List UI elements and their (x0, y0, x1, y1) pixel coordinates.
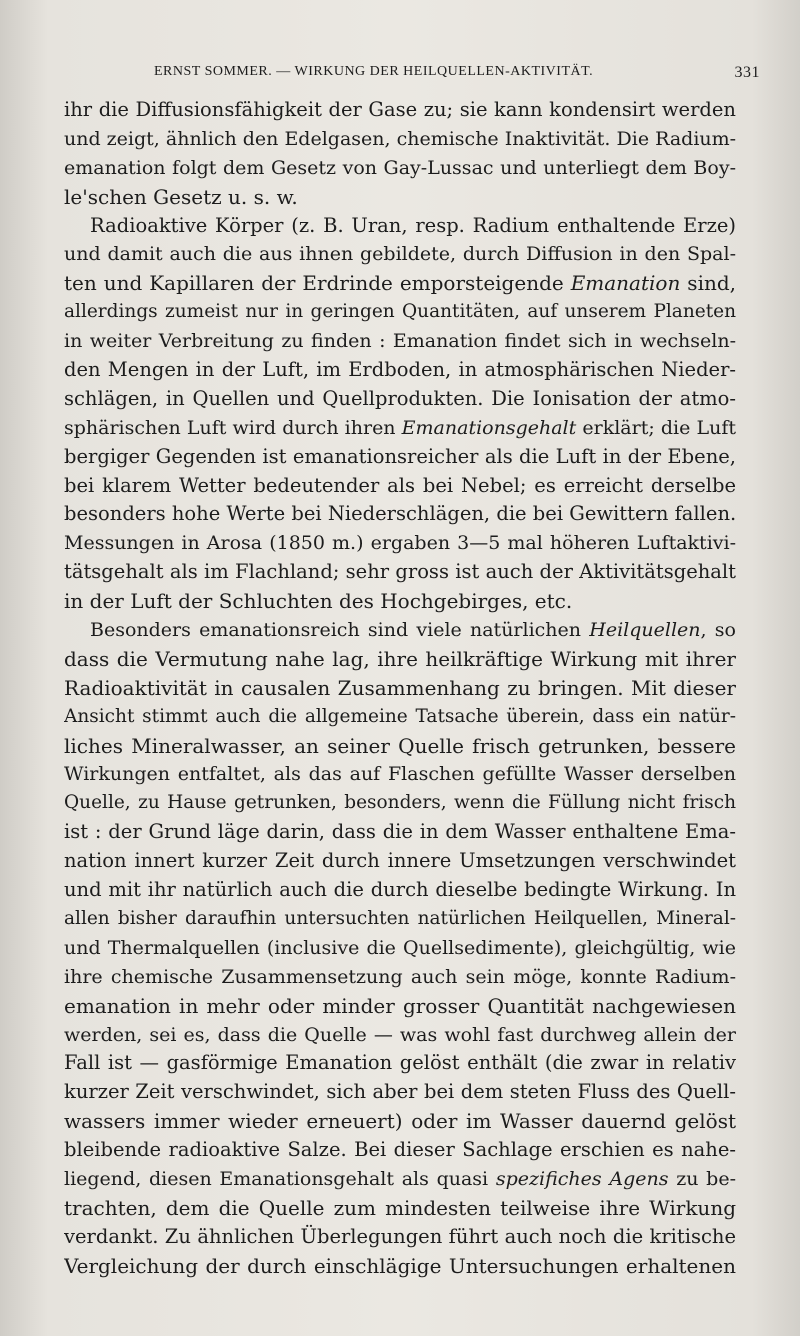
text-line (64, 818, 736, 847)
text-line (64, 645, 736, 674)
text-segment: tätsgehalt als im Flachland; sehr gross ist auch der Aktivitätsgehalt (64, 560, 736, 584)
text-segment: Radioaktivität in causalen Zusammenhang zu bringen. Mit dieser (64, 675, 736, 700)
text-segment: Vergleichung der durch einschlägige Untersuchungen erhaltenen (64, 1253, 736, 1278)
text-line (64, 1252, 736, 1281)
text-segment: in weiter Verbreitung zu finden : Emanation findet sich in wechseln- (64, 330, 736, 353)
text-segment: , so (700, 619, 736, 642)
text-line (64, 414, 736, 443)
text-segment: sphärischen Luft wird durch ihren (64, 416, 402, 439)
text-segment: dass die Vermutung nahe lag, ihre heilkräftige Wirkung mit ihrer (64, 646, 736, 671)
text-segment: sind, (680, 271, 736, 296)
text-line (64, 1049, 736, 1078)
page-header (92, 64, 760, 86)
text-line (64, 443, 736, 472)
text-segment: und damit auch die aus ihnen gebildete, durch Diffusion in den Spal- (64, 243, 736, 266)
text-segment: Messungen in Arosa (1850 m.) ergaben 3—5 mal höheren Luftaktivi- (64, 532, 736, 555)
text-segment: allerdings zumeist nur in geringen Quantitäten, auf unserem Planeten (64, 301, 736, 323)
text-line (64, 992, 736, 1021)
text-line (64, 876, 736, 905)
text-segment: Radioaktive Körper (z. B. Uran, resp. Radium enthaltende Erze) (90, 213, 736, 237)
text-segment: in der Luft der Schluchten des Hochgebirges, etc. (64, 589, 573, 614)
italic-term: Emanation (570, 271, 681, 296)
text-line (64, 674, 736, 703)
text-segment: emanation in mehr oder minder grosser Quantität nachgewiesen (64, 993, 736, 1018)
text-line (64, 1107, 736, 1136)
text-segment: und Thermalquellen (inclusive die Quellsedimente), gleichgültig, wie (64, 936, 736, 959)
text-segment: ten und Kapillaren der Erdrinde emporsteigende (64, 271, 571, 296)
italic-term: Heilquellen (589, 619, 701, 642)
body-text (64, 96, 736, 1281)
text-segment: den Mengen in der Luft, im Erdboden, in atmosphärischen Nieder- (64, 358, 736, 382)
text-segment: liches Mineralwasser, an seiner Quelle frisch getrunken, bessere (64, 733, 736, 758)
text-segment: bergiger Gegenden ist emanationsreicher als die Luft in der Ebene, (64, 444, 736, 468)
text-line (64, 1021, 736, 1050)
text-segment: le'schen Gesetz u. s. w. (64, 184, 298, 209)
text-segment: kurzer Zeit verschwindet, sich aber bei dem steten Fluss des Quell- (64, 1080, 736, 1104)
text-segment: zu be- (668, 1167, 736, 1190)
text-segment: Quelle, zu Hause getrunken, besonders, wenn die Füllung nicht frisch (64, 792, 736, 814)
text-segment: nation innert kurzer Zeit durch innere Umsetzungen verschwindet (64, 849, 736, 873)
text-segment: ihr die Diffusionsfähigkeit der Gase zu; sie kann kondensirt werden (64, 98, 736, 121)
text-segment: und zeigt, ähnlich den Edelgasen, chemische Inaktivität. Die Radium- (64, 127, 736, 150)
text-line (64, 760, 736, 789)
text-segment: emanation folgt dem Gesetz von Gay-Lussac und unterliegt dem Boy- (64, 156, 736, 179)
page-number: 331 (734, 64, 760, 81)
text-line (64, 240, 736, 269)
text-segment: erklärt; die Luft (576, 416, 736, 439)
text-line (64, 96, 736, 125)
text-line (64, 934, 736, 963)
text-line (64, 905, 736, 934)
text-segment: bei klarem Wetter bedeutender als bei Nebel; es erreicht derselbe (64, 473, 736, 497)
text-line (64, 703, 736, 732)
text-line (64, 847, 736, 876)
text-segment: verdankt. Zu ähnlichen Überlegungen führt auch noch die kritische (64, 1224, 736, 1248)
text-line (64, 789, 736, 818)
text-segment: Fall ist — gasförmige Emanation gelöst enthält (die zwar in relativ (64, 1051, 736, 1075)
text-segment: allen bisher daraufhin untersuchten natürlichen Heilquellen, Mineral- (64, 907, 736, 929)
text-segment: ist : der Grund läge darin, dass die in dem Wasser enthaltene Ema- (64, 820, 736, 844)
text-line (64, 1078, 736, 1107)
text-segment: Ansicht stimmt auch die allgemeine Tatsache überein, dass ein natür- (64, 705, 736, 727)
text-line (64, 385, 736, 414)
text-segment: ihre chemische Zusammensetzung auch sein möge, konnte Radium- (64, 965, 736, 988)
text-line (64, 356, 736, 385)
text-segment: liegend, diesen Emanationsgehalt als quasi (64, 1167, 496, 1190)
text-line (64, 298, 736, 327)
text-segment: besonders hohe Werte bei Niederschlägen, die bei Gewittern fallen. (64, 502, 736, 526)
text-line (64, 732, 736, 761)
italic-term: Emanationsgehalt (401, 416, 577, 439)
text-line (64, 529, 736, 558)
text-line (64, 1136, 736, 1165)
text-line (64, 125, 736, 154)
text-line (64, 1223, 736, 1252)
text-segment: wassers immer wieder erneuert) oder im Wasser dauernd gelöst (64, 1109, 736, 1134)
text-segment: schlägen, in Quellen und Quellprodukten. Die Ionisation der atmo- (64, 386, 736, 410)
text-line (64, 500, 736, 529)
text-segment: Besonders emanationsreich sind viele natürlichen (90, 619, 590, 642)
text-line (64, 472, 736, 501)
text-line (64, 587, 736, 616)
text-segment: Wirkungen entfaltet, als das auf Flaschen gefüllte Wasser derselben (64, 763, 736, 786)
running-head: ERNST SOMMER. — WIRKUNG DER HEILQUELLEN-AKTIVITÄT. (154, 64, 594, 79)
text-segment: trachten, dem die Quelle zum mindesten teilweise ihre Wirkung (64, 1195, 736, 1220)
text-segment: und mit ihr natürlich auch die durch dieselbe bedingte Wirkung. In (64, 878, 736, 902)
text-line (64, 558, 736, 587)
text-line (64, 154, 736, 183)
text-line (64, 616, 736, 645)
text-line (64, 269, 736, 298)
text-segment: bleibende radioaktive Salze. Bei dieser Sachlage erschien es nahe- (64, 1138, 736, 1162)
text-line (64, 963, 736, 992)
text-line (64, 1165, 736, 1194)
text-segment: werden, sei es, dass die Quelle — was wohl fast durchweg allein der (64, 1023, 736, 1046)
italic-term: spezifiches Agens (495, 1167, 669, 1190)
text-line (64, 183, 736, 212)
text-line (64, 327, 736, 356)
text-line (64, 212, 736, 241)
text-line (64, 1194, 736, 1223)
